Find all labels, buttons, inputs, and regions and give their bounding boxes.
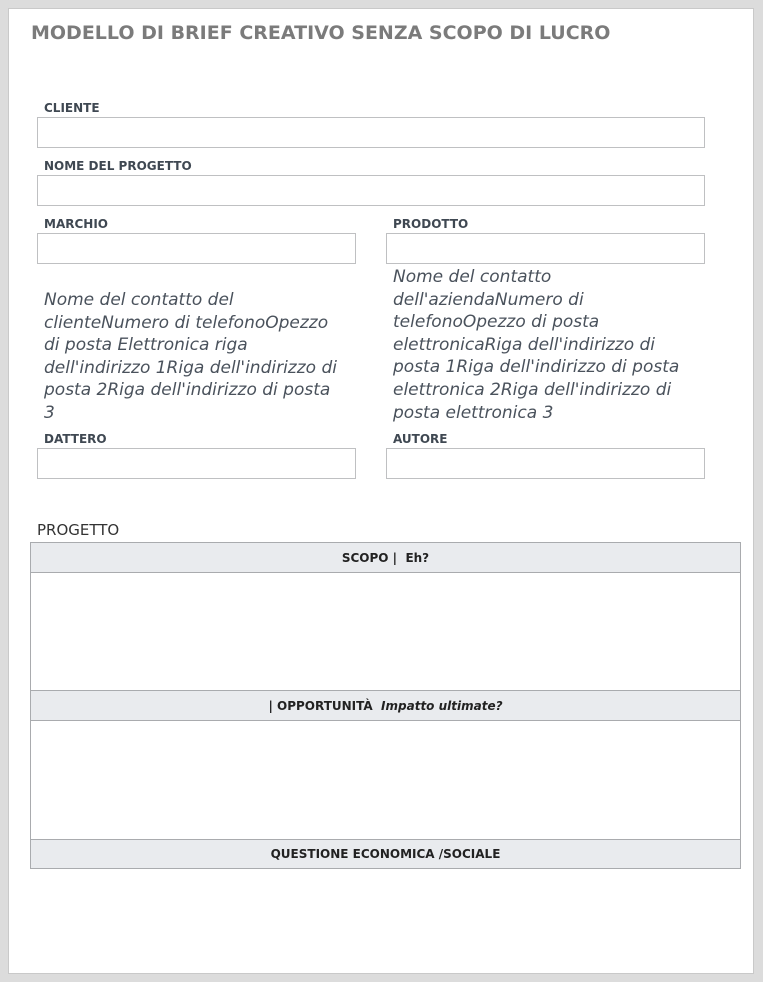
opportunity-header bbox=[31, 690, 740, 720]
document-title: MODELLO DI BRIEF CREATIVO SENZA SCOPO DI LUCRO bbox=[31, 22, 611, 44]
contact-line: Nome del contatto bbox=[393, 267, 552, 287]
opportunity-prefix: | bbox=[268, 698, 273, 713]
company-contact-info bbox=[393, 266, 713, 424]
opportunity-content-area[interactable] bbox=[31, 720, 740, 839]
date-field[interactable] bbox=[37, 448, 356, 479]
contact-line: clienteNumero di telefonoOpezzo bbox=[44, 312, 329, 333]
contact-line: 3 bbox=[44, 402, 55, 423]
product-field[interactable] bbox=[386, 233, 705, 264]
scope-question: Eh? bbox=[405, 550, 430, 565]
project-section-title: PROGETTO bbox=[37, 521, 120, 539]
project-name-label: NOME DEL PROGETTO bbox=[44, 159, 192, 173]
contact-line: posta 2Riga dell'indirizzo di posta bbox=[44, 380, 331, 401]
author-label: AUTORE bbox=[393, 432, 448, 446]
date-label: DATTERO bbox=[44, 432, 107, 446]
scope-header bbox=[31, 543, 740, 572]
contact-line: dell'aziendaNumero di bbox=[393, 289, 584, 310]
brand-label: MARCHIO bbox=[44, 217, 108, 231]
contact-line: elettronicaRiga dell'indirizzo di bbox=[393, 334, 656, 355]
project-table bbox=[30, 542, 741, 869]
cliente-field[interactable] bbox=[37, 117, 705, 148]
issue-label: QUESTIONE ECONOMICA /SOCIALE bbox=[270, 847, 501, 861]
scope-label: SCOPO | bbox=[341, 550, 398, 565]
contact-line: dell'indirizzo 1Riga dell'indirizzo di bbox=[44, 357, 337, 378]
contact-line: posta 1Riga dell'indirizzo di posta bbox=[393, 357, 680, 378]
contact-line: elettronica 2Riga dell'indirizzo di bbox=[393, 379, 672, 400]
product-label: PRODOTTO bbox=[393, 217, 469, 231]
opportunity-label: OPPORTUNITÀ bbox=[277, 698, 373, 713]
issue-header bbox=[31, 839, 740, 868]
brand-field[interactable] bbox=[37, 233, 356, 264]
project-name-field[interactable] bbox=[37, 175, 705, 206]
contact-line: telefonoOpezzo di posta bbox=[393, 312, 600, 333]
contact-line: posta elettronica 3 bbox=[393, 402, 554, 423]
author-field[interactable] bbox=[386, 448, 705, 479]
cliente-label: CLIENTE bbox=[44, 101, 100, 115]
document-page bbox=[8, 8, 754, 974]
opportunity-question: Impatto ultimate? bbox=[381, 698, 503, 713]
contact-line: Nome del contatto del bbox=[44, 290, 234, 310]
contact-line: di posta Elettronica riga bbox=[44, 335, 248, 356]
scope-content-area[interactable] bbox=[31, 572, 740, 690]
client-contact-info bbox=[44, 289, 364, 425]
